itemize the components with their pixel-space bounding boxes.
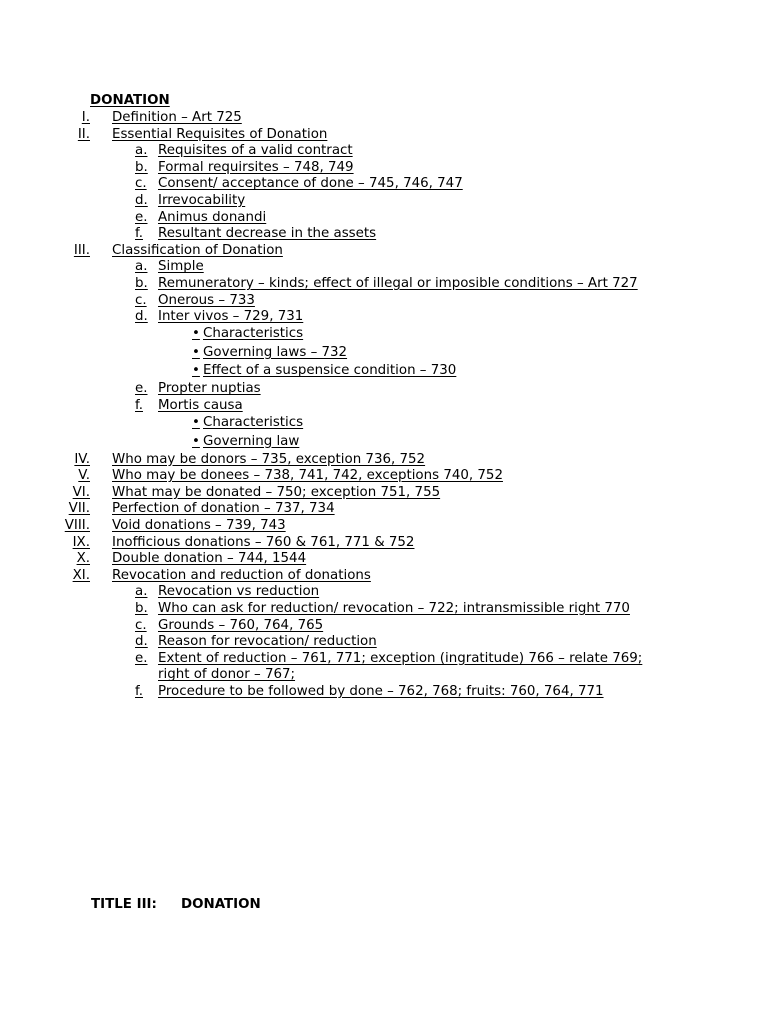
subitem-text: Grounds – 760, 764, 765: [158, 617, 324, 633]
subitem-text: Simple: [158, 259, 204, 275]
section-text: Inofficious donations – 760 & 761, 771 & 752: [112, 534, 415, 550]
subitem-row: [0, 633, 768, 650]
bullet-row: [0, 414, 768, 431]
bullet-text: Effect of a suspensice condition – 730: [203, 363, 457, 379]
section-text: Definition – Art 725: [112, 110, 242, 125]
subitem-letter: f.: [135, 683, 143, 699]
outline-title-row: [0, 92, 768, 109]
section-row: [0, 451, 768, 468]
subitem-row: [0, 258, 768, 275]
subitem-text: Procedure to be followed by done – 762, 768; fruits: 760, 764, 771: [158, 683, 604, 699]
subitem-continuation-text: right of donor – 767;: [158, 667, 296, 683]
outline-title: DONATION: [90, 93, 170, 108]
subitem-letter: c.: [135, 292, 147, 308]
subitem-text: Inter vivos – 729, 731: [158, 309, 304, 325]
subitem-letter: c.: [135, 176, 147, 192]
section-number: IV.: [74, 451, 90, 467]
subitem-text: Mortis causa: [158, 397, 243, 413]
subitem-continuation-row: [0, 666, 768, 683]
section-number: VI.: [72, 484, 90, 500]
section-row: [0, 467, 768, 484]
subitem-row: [0, 583, 768, 600]
subitem-row: [0, 275, 768, 292]
subitem-letter: d.: [135, 634, 148, 650]
subitem-letter: e.: [135, 209, 148, 225]
title-heading: [0, 896, 768, 914]
subitem-row: [0, 617, 768, 634]
section-row: [0, 500, 768, 517]
section-row: [0, 534, 768, 551]
subitem-text: Irrevocability: [158, 193, 246, 208]
subitem-text: Remuneratory – kinds; effect of illegal or imposible conditions – Art 727: [158, 276, 638, 291]
bullet-text: Characteristics: [203, 415, 304, 430]
section-number: X.: [76, 551, 90, 567]
section-number: I.: [81, 110, 90, 125]
bullet-glyph: •: [192, 415, 200, 430]
section-number: VIII.: [64, 517, 90, 533]
section-number: II.: [77, 126, 90, 142]
section-number: III.: [73, 242, 90, 258]
section-row: [0, 567, 768, 584]
subitem-letter: b.: [135, 159, 148, 175]
section-row: [0, 517, 768, 534]
subitem-row: [0, 600, 768, 617]
bullet-row: [0, 362, 768, 379]
subitem-row: [0, 192, 768, 209]
section-text: Void donations – 739, 743: [112, 517, 286, 533]
subitem-text: Revocation vs reduction: [158, 584, 320, 600]
section-row: [0, 242, 768, 259]
subitem-letter: b.: [135, 600, 148, 616]
section-text: Revocation and reduction of donations: [112, 567, 371, 583]
subitem-row: [0, 159, 768, 176]
subitem-letter: e.: [135, 650, 148, 666]
subitem-row: [0, 209, 768, 226]
section-text: Double donation – 744, 1544: [112, 551, 307, 567]
subitem-letter: a.: [135, 584, 148, 600]
subitem-row: [0, 650, 768, 667]
subitem-text: Requisites of a valid contract: [158, 143, 353, 159]
bullet-text: Governing laws – 732: [203, 344, 348, 360]
subitem-row: [0, 308, 768, 325]
subitem-text: Formal requirsites – 748, 749: [158, 159, 354, 175]
bullet-text: Characteristics: [203, 326, 304, 342]
section-row: [0, 484, 768, 501]
subitem-text: Animus donandi: [158, 209, 267, 225]
subitem-text: Resultant decrease in the assets: [158, 226, 377, 242]
section-row: [0, 109, 768, 126]
subitem-text: Consent/ acceptance of done – 745, 746, 747: [158, 176, 463, 192]
subitem-text: Who can ask for reduction/ revocation – 722; intransmissible right 770: [158, 600, 630, 616]
subitem-letter: b.: [135, 276, 148, 291]
subitem-text: Reason for revocation/ reduction: [158, 634, 377, 650]
subitem-row: [0, 397, 768, 414]
subitem-letter: a.: [135, 143, 148, 159]
subitem-letter: e.: [135, 381, 148, 397]
section-number: VII.: [68, 501, 90, 517]
subitem-row: [0, 292, 768, 309]
subitem-row: [0, 225, 768, 242]
subitem-letter: a.: [135, 259, 148, 275]
subitem-letter: f.: [135, 226, 143, 242]
subitem-text: Extent of reduction – 761, 771; exception (ingratitude) 766 – relate 769;: [158, 650, 643, 666]
title-value: DONATION: [181, 897, 261, 912]
subitem-letter: d.: [135, 309, 148, 325]
subitem-text: Propter nuptias: [158, 381, 261, 397]
section-text: Who may be donors – 735, exception 736, 752: [112, 451, 426, 467]
bullet-row: [0, 325, 768, 342]
subitem-row: [0, 175, 768, 192]
bullet-glyph: •: [192, 344, 200, 360]
bullet-text: Governing law: [203, 433, 300, 449]
section-text: Who may be donees – 738, 741, 742, exceptions 740, 752: [112, 468, 503, 484]
bullet-glyph: •: [192, 363, 200, 379]
section-text: What may be donated – 750; exception 751, 755: [112, 484, 441, 500]
title-label: TITLE III:: [91, 897, 157, 912]
subitem-row: [0, 683, 768, 700]
bullet-row: [0, 433, 768, 450]
subitem-row: [0, 380, 768, 397]
bullet-row: [0, 344, 768, 361]
section-text: Perfection of donation – 737, 734: [112, 501, 335, 517]
section-row: [0, 126, 768, 143]
section-number: V.: [78, 468, 90, 484]
section-text: Classification of Donation: [112, 242, 283, 258]
subitem-row: [0, 142, 768, 159]
subitem-letter: d.: [135, 193, 148, 208]
subitem-letter: f.: [135, 397, 143, 413]
section-row: [0, 550, 768, 567]
bullet-glyph: •: [192, 433, 200, 449]
section-text: Essential Requisites of Donation: [112, 126, 328, 142]
section-number: IX.: [72, 534, 90, 550]
subitem-letter: c.: [135, 617, 147, 633]
section-number: XI.: [72, 567, 90, 583]
subitem-text: Onerous – 733: [158, 292, 255, 308]
bullet-glyph: •: [192, 326, 200, 342]
